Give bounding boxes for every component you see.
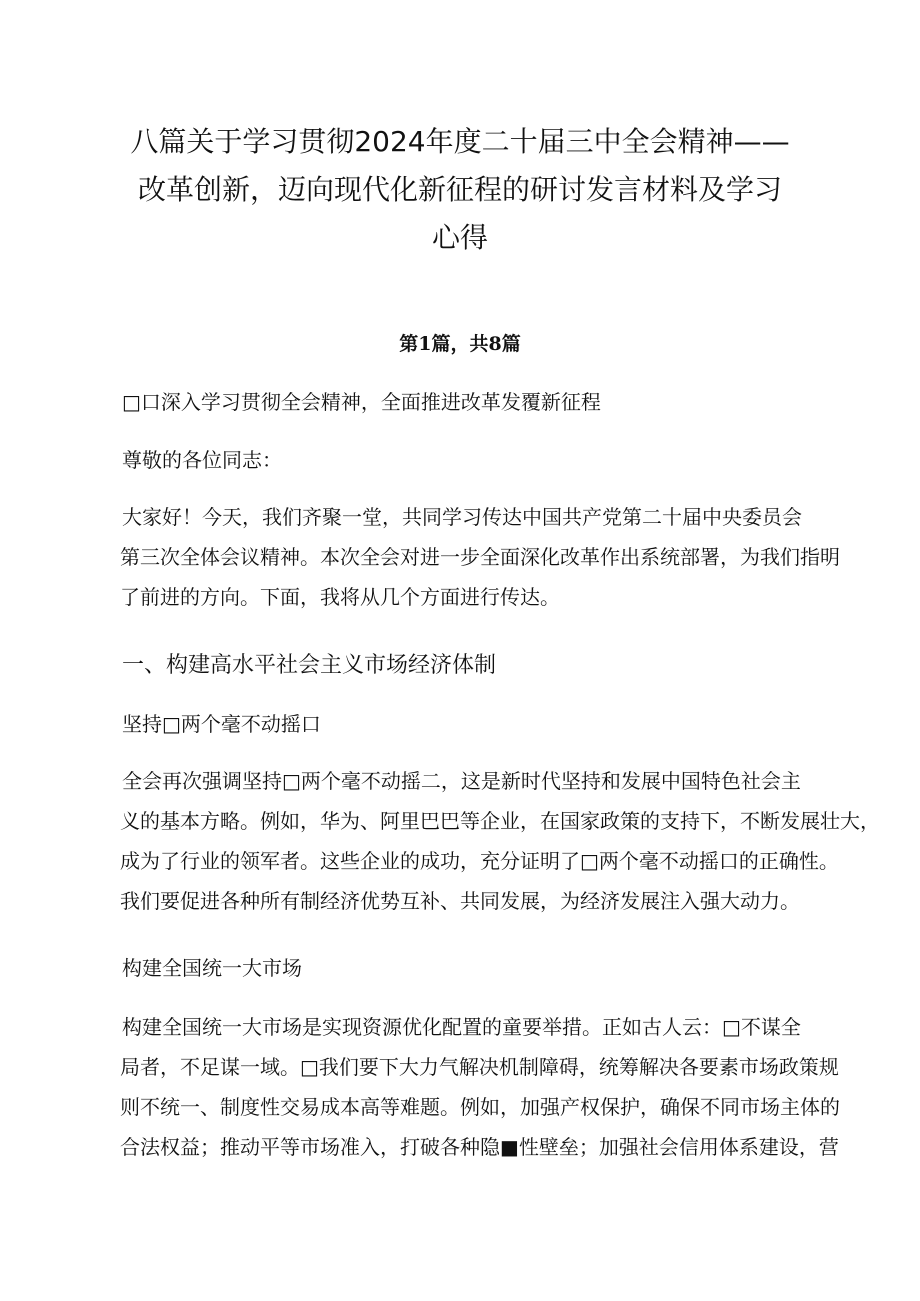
sub2-line-3: 则不统一、制度性交易成本高等难题。例如，加强产权保护，确保不同市场主体的 [120,1095,840,1119]
article-title: □口深入学习贯彻全会精神，全面推进改革发覆新征程 [122,390,601,414]
greeting: 尊敬的各位同志： [122,448,282,472]
subsection-title-2: 构建全国统一大市场 [122,956,302,980]
sub2-line-1: 构建全国统一大市场是实现资源优化配置的童要举措。正如古人云：□不谋全 [122,1015,801,1039]
title-line-1: 八篇关于学习贯彻2024年度二十届三中全会精神—— [130,125,790,158]
sub2-line-4: 合法权益；推动平等市场准入，打破各种隐■性壁垒；加强社会信用体系建设，营 [120,1135,839,1159]
subsection-1-paragraph [120,761,880,921]
sub1-line-4: 我们要促进各种所有制经济优势互补、共同发展，为经济发展注入强大动力。 [120,889,800,913]
intro-line-2: 第三次全体会议精神。本次全会对进一步全面深化改革作出系统部署，为我们指明 [120,545,840,569]
intro-paragraph [122,497,862,617]
subsection-title-1: 坚持□两个毫不动摇口 [122,712,321,736]
part-indicator: 第1篇，共8篇 [399,333,521,355]
document-title [90,118,830,262]
sub1-line-3: 成为了行业的领军者。这些企业的成功，充分证明了□两个毫不动摇口的正确性。 [120,849,839,873]
intro-line-1: 大家好！今天，我们齐聚一堂，共同学习传达中国共产党第二十届中央委员会 [122,505,802,529]
sub1-line-2: 义的基本方略。例如，华为、阿里巴巴等企业，在国家政策的支持下，不断发展壮大， [120,809,880,833]
sub2-line-2: 局者，不足谋一域。□我们要下大力气解决机制障碍，统筹解决各要素市场政策规 [120,1055,839,1079]
section-heading-1: 一、构建高水平社会主义市场经济体制 [122,653,497,678]
subsection-2-paragraph [122,1007,862,1167]
title-line-3: 心得 [431,221,488,254]
intro-line-3: 了前进的方向。下面，我将从几个方面进行传达。 [120,585,560,609]
title-line-2: 改革创新，迈向现代化新征程的研讨发言材料及学习 [137,173,782,206]
sub1-line-1: 全会再次强调坚持□两个毫不动摇二，这是新时代坚持和发展中国特色社会主 [122,769,801,793]
